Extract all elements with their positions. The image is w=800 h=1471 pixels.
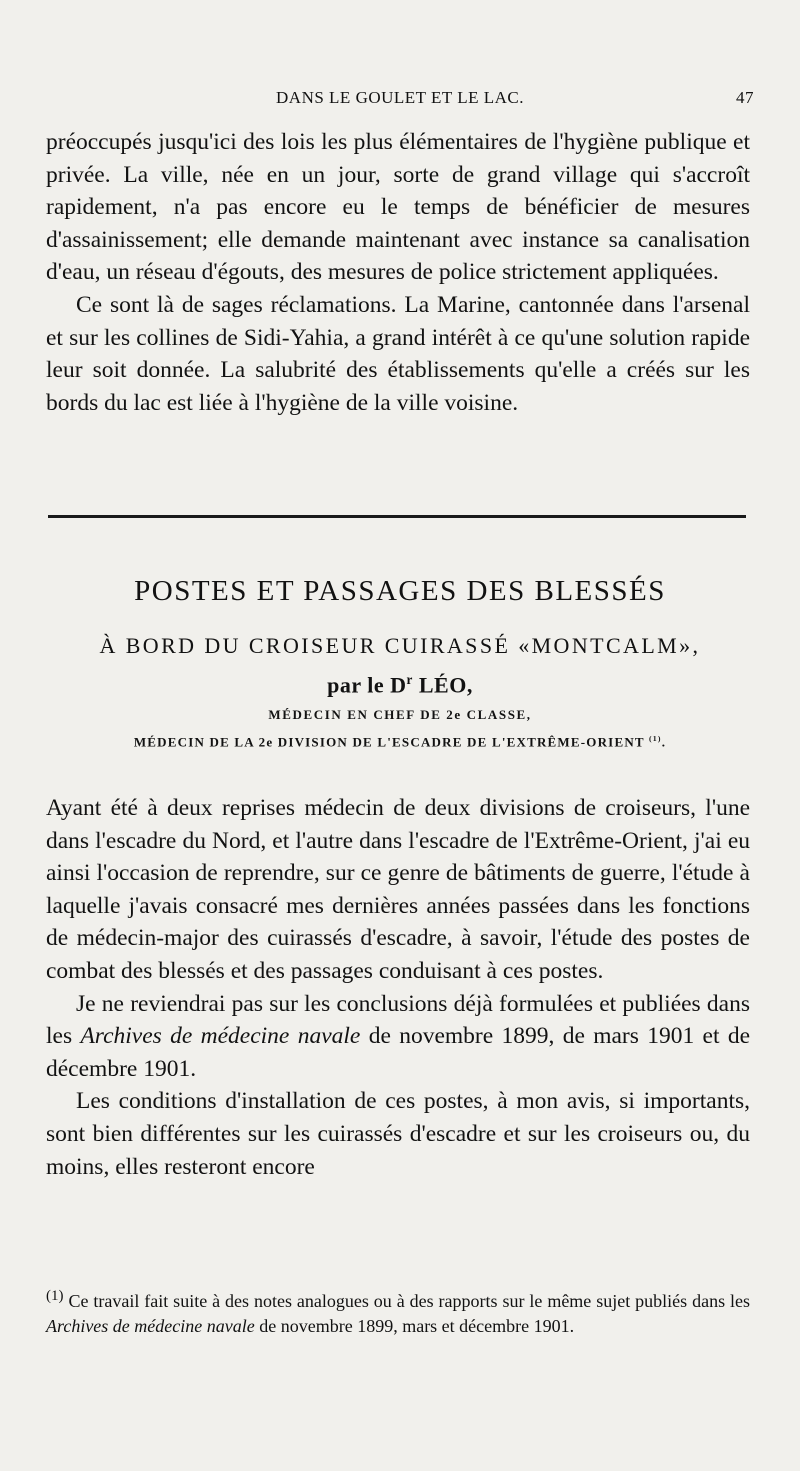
top-paragraph-1: préoccupés jusqu'ici des lois les plus élémentaires de l'hygiène publique et privée. La ville, née en un jour, sorte de grand village qui s'accroît rapidement, n'a pas encore eu le temps de bénéficier de mesures d'assainissement; elle demande maintenant avec instance sa canalisation d'eau, un réseau d'égouts, des mesures de police strictement appliquées. (46, 129, 750, 286)
article-title: POSTES ET PASSAGES DES BLESSÉS (134, 575, 666, 607)
journal-title: Archives de médecine navale (80, 1023, 361, 1050)
top-paragraph-2: Ce sont là de sages réclamations. La Marine, cantonnée dans l'arsenal et sur les collines de Sidi-Yahia, a grand intérêt à ce qu'une solution rapide leur soit donnée. La salubrité des établissements qu'elle a créés sur les bords du lac est liée à l'hygiène de la ville voisine. (46, 291, 750, 416)
body-paragraph-1: Ayant été à deux reprises médecin de deux divisions de croiseurs, l'une dans l'escadre du Nord, et l'autre dans l'escadre de l'Extrême-Orient, j'ai eu ainsi l'occasion de reprendre, sur ce genre de bâtiments de guerre, l'étude à laquelle j'avais consacré mes dernières années passées dans les fonctions de médecin-major des cuirassés d'escadre, à savoir, l'étude des postes de combat des blessés et des passages conduisant à ces postes. (46, 795, 750, 984)
article-subtitle: À BORD DU CROISEUR CUIRASSÉ «MONTCALM», (99, 633, 701, 658)
author-role-end: . (661, 734, 667, 750)
footnote (46, 1284, 750, 1339)
article-body (46, 792, 750, 1183)
footnote-marker: (1) (46, 1288, 64, 1304)
author-role-line-2 (40, 734, 760, 750)
author-prefix-sup: r (406, 672, 413, 687)
footnote-text-end: de novembre 1899, mars et décembre 1901. (259, 1316, 575, 1336)
section-rule (48, 515, 746, 518)
author-name: LÉO, (418, 672, 473, 698)
page-number: 47 (736, 88, 754, 107)
footnote-journal-title: Archives de médecine navale (46, 1316, 255, 1336)
top-text (46, 126, 750, 419)
author-line (40, 672, 760, 698)
author-role-line-1: MÉDECIN EN CHEF DE 2e CLASSE, (268, 707, 532, 722)
body-paragraph-3: Les conditions d'installation de ces postes, à mon avis, si importants, sont bien différentes sur les cuirassés d'escadre et sur les croiseurs ou, du moins, elles resteront encore (46, 1088, 750, 1180)
author-role-text: MÉDECIN DE LA 2e DIVISION DE L'ESCADRE DE L'EXTRÊME-ORIENT (133, 734, 645, 750)
author-prefix: par le D (327, 672, 407, 698)
running-title: DANS LE GOULET ET LE LAC. (276, 88, 524, 107)
body-paragraph-2 (46, 988, 750, 1086)
running-head (46, 88, 754, 114)
footnote-ref: (1) (649, 734, 662, 743)
body-paragraph-2-start: Je ne reviendrai pas sur les conclusions déjà formulées et publiées dans les (46, 990, 750, 1050)
footnote-text-start: Ce travail fait suite à des notes analogues ou à des rapports sur le même sujet publiés dans les (68, 1291, 751, 1311)
body-paragraph-2-end: de novembre 1899, de mars 1901 et de décembre 1901. (46, 1023, 751, 1082)
